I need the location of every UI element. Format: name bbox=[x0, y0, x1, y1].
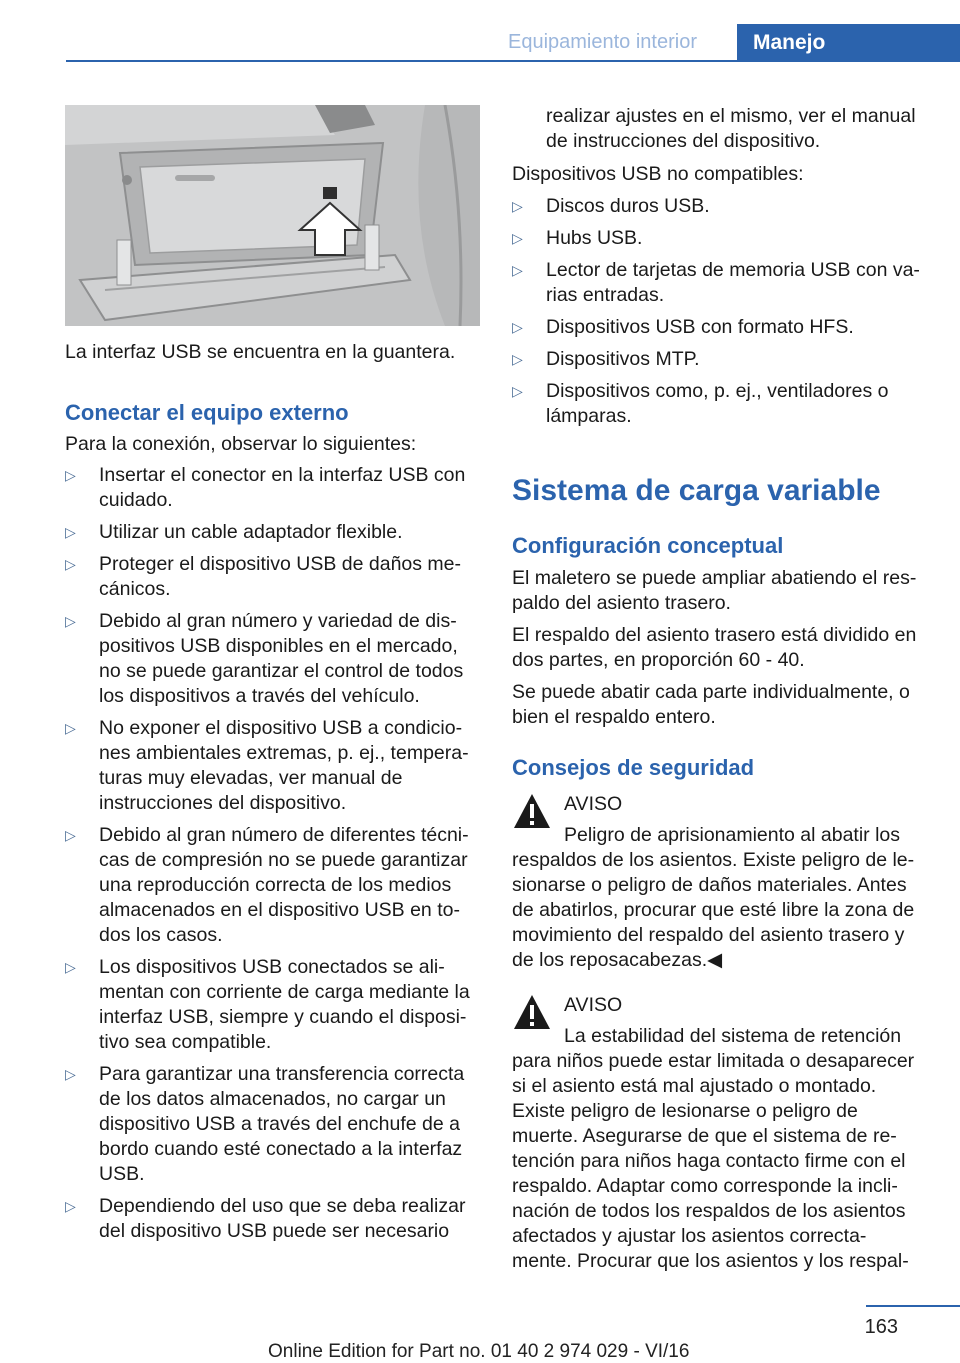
footer-rule bbox=[866, 1305, 960, 1307]
concept-paragraph: Se puede abatir cada parte individualmente, o bien el respaldo entero. bbox=[512, 681, 910, 728]
header-chapter-tab: Manejo bbox=[737, 24, 960, 62]
heading-concept: Configuración conceptual bbox=[512, 533, 784, 558]
edition-line: Online Edition for Part no. 01 40 2 974 029 - VI/16 bbox=[268, 1341, 690, 1362]
warning-text: La estabilidad del sistema de retención para niños puede estar limitada o desaparecer si el asiento está mal ajustado o montado. Existe peligro de lesionarse o peligro de muerte. Asegurarse de que el sistema de re‐ tención para niños haga contacto firme con el respaldo. Adaptar como corresponde la incli‐ nación de todos los respaldos de los asientos afectados y ajustar los asientos correcta‐ mente. Procurar que los asientos y los respal‐ bbox=[512, 1025, 915, 1272]
connect-list bbox=[65, 463, 480, 1244]
continued-text: realizar ajustes en el mismo, ver el manual de instrucciones del dispositivo. bbox=[546, 105, 916, 152]
connect-intro: Para la conexión, observar lo siguientes: bbox=[65, 433, 417, 455]
warning-box bbox=[512, 792, 926, 973]
warning-triangle-icon bbox=[512, 792, 552, 830]
list-item: ▷ Dispositivos MTP. bbox=[512, 347, 926, 372]
incompatible-title: Dispositivos USB no compatibles: bbox=[512, 163, 804, 185]
header-section: Equipamiento interior bbox=[508, 31, 697, 53]
warning-triangle-icon bbox=[512, 993, 552, 1031]
concept-paragraph: El maletero se puede ampliar abatiendo el res‐ paldo del asiento trasero. bbox=[512, 567, 917, 614]
list-item: ▷ Los dispositivos USB conectados se ali‐ mentan con corriente de carga mediante la interfaz USB, siempre y cuando el disposi‐ tivo sea compatible. bbox=[65, 955, 480, 1055]
list-item: ▷ Utilizar un cable adaptador flexible. bbox=[65, 520, 480, 545]
warning-label: AVISO bbox=[564, 994, 623, 1016]
list-item: ▷ Lector de tarjetas de memoria USB con va‐ rias entradas. bbox=[512, 258, 926, 308]
glovebox-drawing bbox=[65, 105, 480, 326]
warning-text: Peligro de aprisionamiento al abatir los respaldos de los asientos. Existe peligro de le‐ sionarse o peligro de daños materiales. Antes de abatirlos, procurar que esté libre la zona de movimiento del respaldo del asiento trasero y de los reposacabezas.◀ bbox=[512, 824, 915, 971]
concept-paragraph: El respaldo del asiento trasero está dividido en dos partes, en proporción 60 - 40. bbox=[512, 624, 917, 671]
page-number: 163 bbox=[864, 1316, 898, 1338]
list-item: ▷ Dispositivos USB con formato HFS. bbox=[512, 315, 926, 340]
header-rule bbox=[66, 60, 960, 62]
list-item: ▷ Dispositivos como, p. ej., ventiladores o lámparas. bbox=[512, 379, 926, 429]
warning-label: AVISO bbox=[564, 793, 623, 815]
warning-box bbox=[512, 993, 926, 1274]
list-item: ▷ Debido al gran número y variedad de dis‐ positivos USB disponibles en el mercado, no se puede garantizar el control de todos los dispositivos a través del vehículo. bbox=[65, 609, 480, 709]
list-item: ▷ No exponer el dispositivo USB a condicio‐ nes ambientales extremas, p. ej., tempera‐ turas muy elevadas, ver manual de instrucciones del dispositivo. bbox=[65, 716, 480, 816]
figure-caption: La interfaz USB se encuentra en la guantera. bbox=[65, 341, 456, 363]
list-item: ▷ Hubs USB. bbox=[512, 226, 926, 251]
list-item: ▷ Debido al gran número de diferentes técni‐ cas de compresión no se puede garantizar una reproducción correcta de los medios almacenados en el dispositivo USB en to‐ dos los casos. bbox=[65, 823, 480, 948]
incompatible-list bbox=[512, 194, 926, 429]
heading-safety: Consejos de seguridad bbox=[512, 755, 755, 780]
list-item: ▷ Para garantizar una transferencia correcta de los datos almacenados, no cargar un dispositivo USB a través del enchufe de a bordo cuando esté conectado a la interfaz USB. bbox=[65, 1062, 480, 1187]
glovebox-illustration bbox=[65, 105, 480, 326]
heading-connect-device: Conectar el equipo externo bbox=[65, 400, 349, 425]
section-title: Sistema de carga variable bbox=[512, 474, 881, 507]
list-item: ▷ Proteger el dispositivo USB de daños me‐ cánicos. bbox=[65, 552, 480, 602]
list-item: ▷ Discos duros USB. bbox=[512, 194, 926, 219]
list-item: ▷ Insertar el conector en la interfaz USB con cuidado. bbox=[65, 463, 480, 513]
list-item: ▷ Dependiendo del uso que se deba realizar del dispositivo USB puede ser necesario bbox=[65, 1194, 480, 1244]
